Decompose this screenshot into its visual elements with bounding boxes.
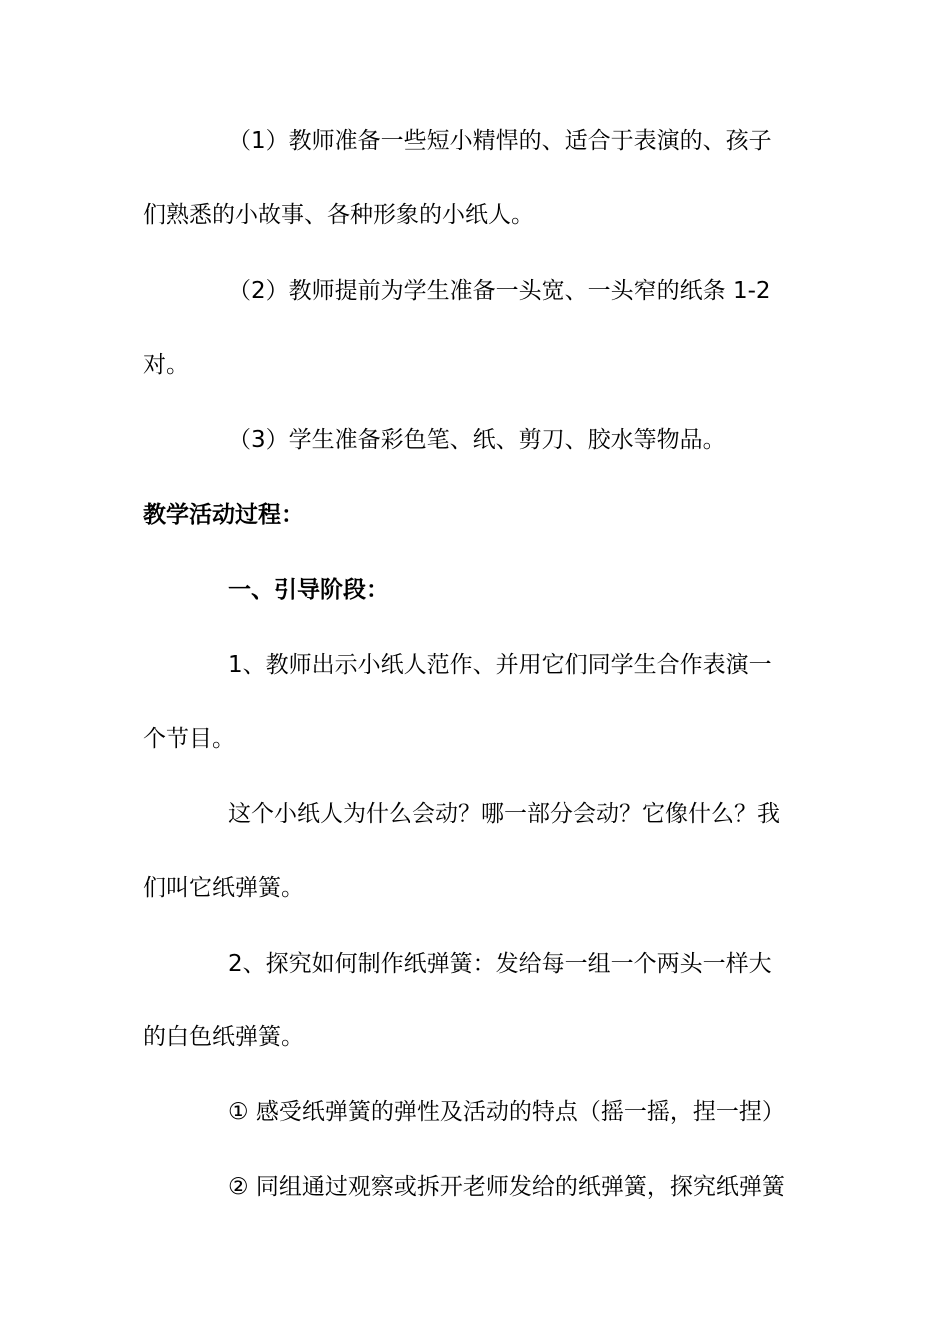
paragraph-line-2: 们熟悉的小故事、各种形象的小纸人。 [143,202,534,228]
paragraph-line-15: ② 同组通过观察或拆开老师发给的纸弹簧，探究纸弹簧 [228,1174,785,1200]
paragraph-line-1: （1）教师准备一些短小精悍的、适合于表演的、孩子 [228,128,772,154]
paragraph-line-8: 1、教师出示小纸人范作、并用它们同学生合作表演一 [228,652,772,678]
subsection-heading: 一、引导阶段： [228,577,389,603]
paragraph-line-14: ① 感受纸弹簧的弹性及活动的特点（摇一摇，捏一捏） [228,1099,785,1125]
paragraph-line-12: 2、探究如何制作纸弹簧：发给每一组一个两头一样大 [228,951,772,977]
paragraph-line-3: （2）教师提前为学生准备一头宽、一头窄的纸条 1-2 [228,278,771,304]
paragraph-line-13: 的白色纸弹簧。 [143,1024,304,1050]
paragraph-line-4: 对。 [143,352,189,378]
paragraph-line-11: 们叫它纸弹簧。 [143,875,304,901]
paragraph-line-9: 个节目。 [143,726,235,752]
section-heading: 教学活动过程： [143,502,304,528]
paragraph-line-5: （3）学生准备彩色笔、纸、剪刀、胶水等物品。 [228,427,726,453]
paragraph-line-10: 这个小纸人为什么会动？哪一部分会动？它像什么？我 [228,801,780,827]
